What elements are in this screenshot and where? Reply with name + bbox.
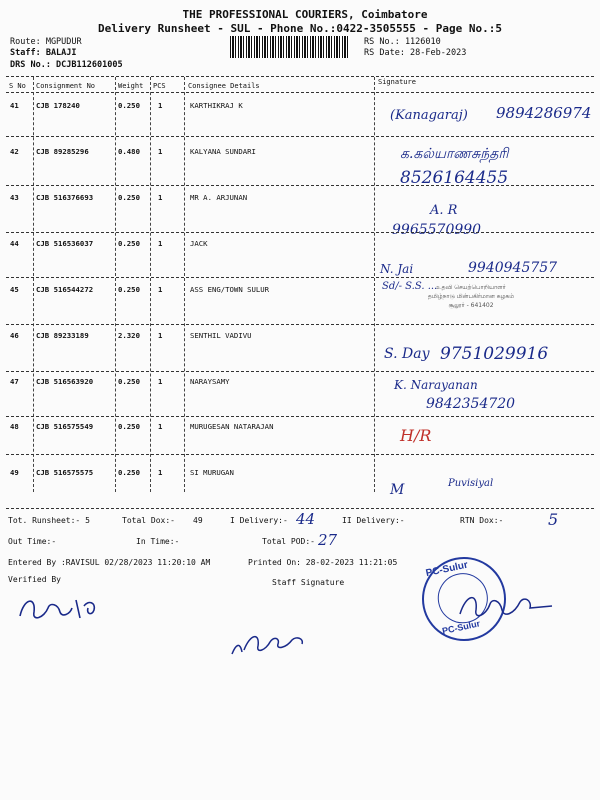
signature-phone: 9894286974 xyxy=(496,104,592,122)
row-weight: 0.250 xyxy=(118,468,140,477)
staff-signature xyxy=(226,614,316,662)
row-weight: 0.250 xyxy=(118,422,140,431)
row-sno: 41 xyxy=(10,101,19,110)
route-label: Route: MGPUDUR xyxy=(10,37,82,47)
row-consignee: KARTHIKRAJ K xyxy=(190,101,243,110)
verified-by-label: Verified By xyxy=(8,575,61,584)
printed-on: Printed On: 28-02-2023 11:21:05 xyxy=(248,558,398,567)
row-divider xyxy=(6,277,594,278)
col-header-consignment: Consignment No xyxy=(36,82,96,90)
signature-name: (Kanagaraj) xyxy=(390,108,468,123)
row-divider xyxy=(6,136,594,137)
row-sno: 45 xyxy=(10,285,19,294)
company-title: THE PROFESSIONAL COURIERS, Coimbatore xyxy=(182,8,428,21)
row-pcs: 1 xyxy=(158,331,163,340)
row-sno: 42 xyxy=(10,147,19,156)
row-sno: 47 xyxy=(10,377,19,386)
i-delivery-value: 44 xyxy=(296,510,316,528)
col-divider xyxy=(150,77,151,492)
stamp-text-bottom: PC-Sulur xyxy=(441,618,481,637)
row-consignee: NARAYSAMY xyxy=(190,377,230,386)
row-pcs: 1 xyxy=(158,147,163,156)
table-header-rule xyxy=(6,92,594,93)
signature-remark: Puvisiyal xyxy=(448,478,494,489)
row-sno: 43 xyxy=(10,193,19,202)
row-consignee: SI MURUGAN xyxy=(190,468,234,477)
signature-phone: 9842354720 xyxy=(426,396,516,412)
col-divider xyxy=(184,77,185,492)
tot-runsheet: Tot. Runsheet:- 5 xyxy=(8,516,90,525)
row-divider xyxy=(6,232,594,233)
row-pcs: 1 xyxy=(158,101,163,110)
staff-label: Staff: BALAJI xyxy=(10,48,77,58)
signature-phone: 9751029916 xyxy=(440,344,549,364)
office-stamp xyxy=(406,283,536,341)
stamp-line: உதவி செயற்பொறியாளர் xyxy=(436,284,506,291)
rtn-dox-value: 5 xyxy=(548,510,559,529)
col-header-weight: Weight xyxy=(118,82,144,90)
row-weight: 0.250 xyxy=(118,101,140,110)
row-pcs: 1 xyxy=(158,422,163,431)
row-sno: 48 xyxy=(10,422,19,431)
signature-phone: 8526164455 xyxy=(400,168,509,188)
signature-name: M xyxy=(390,482,405,498)
row-consignment: CJB 89285296 xyxy=(36,147,89,156)
col-header-pcs: PCS xyxy=(153,82,166,90)
total-dox-value: 49 xyxy=(193,516,203,525)
row-divider xyxy=(6,324,594,325)
row-consignment: CJB 178240 xyxy=(36,101,80,110)
drs-number: DRS No.: DCJB112601005 xyxy=(10,60,123,70)
col-header-signature: Signature xyxy=(378,78,416,86)
total-dox-label: Total Dox:- xyxy=(122,516,175,525)
row-pcs: 1 xyxy=(158,285,163,294)
in-time-label: In Time:- xyxy=(136,537,180,546)
row-consignment: CJB 516376693 xyxy=(36,193,94,202)
signature-name: க.கல்யாணசுந்தரி xyxy=(400,146,509,162)
staff-signature-label: Staff Signature xyxy=(272,578,345,587)
row-weight: 2.320 xyxy=(118,331,140,340)
out-time-label: Out Time:- xyxy=(8,537,57,546)
row-consignment: CJB 516575549 xyxy=(36,422,94,431)
row-sno: 44 xyxy=(10,239,19,248)
row-divider xyxy=(6,371,594,372)
row-consignment: CJB 89233189 xyxy=(36,331,89,340)
row-pcs: 1 xyxy=(158,468,163,477)
row-consignee: ASS ENG/TOWN SULUR xyxy=(190,285,270,294)
rtn-dox-label: RTN Dox:- xyxy=(460,516,504,525)
row-weight: 0.250 xyxy=(118,377,140,386)
signature-phone: 9940945757 xyxy=(468,260,558,276)
total-pod-value: 27 xyxy=(318,531,338,549)
table-bottom-rule xyxy=(6,508,594,509)
row-consignment: CJB 516575575 xyxy=(36,468,94,477)
stamp-line: சூலூர் - 641402 xyxy=(448,302,494,309)
runsheet-subtitle: Delivery Runsheet - SUL - Phone No.:0422-3505555 - Page No.:5 xyxy=(98,22,502,35)
row-consignment: CJB 516563920 xyxy=(36,377,94,386)
signature-name: K. Narayanan xyxy=(394,378,478,392)
row-divider xyxy=(6,185,594,186)
col-header-consignee: Consignee Details xyxy=(188,82,260,90)
ii-delivery-label: II Delivery:- xyxy=(342,516,405,525)
signature-name: N. Jai xyxy=(380,262,414,276)
signature-phone: 9965570990 xyxy=(392,222,482,238)
row-divider xyxy=(6,454,594,455)
col-divider xyxy=(374,77,375,492)
row-weight: 0.250 xyxy=(118,285,140,294)
row-consignee: JACK xyxy=(190,239,208,248)
row-consignee: KALYANA SUNDARI xyxy=(190,147,256,156)
stamp-line: தமிழ்நாடு மின்பகிர்மான கழகம் xyxy=(427,293,515,300)
row-sno: 49 xyxy=(10,468,19,477)
row-divider xyxy=(6,416,594,417)
signature-remark: H/R xyxy=(400,426,432,445)
signature-name: Sd/- S.S. ... xyxy=(382,281,438,292)
entered-by: Entered By :RAVISUL 02/28/2023 11:20:10 AM xyxy=(8,558,211,567)
signature-name: A. R xyxy=(430,203,458,218)
row-pcs: 1 xyxy=(158,193,163,202)
col-divider xyxy=(115,77,116,492)
rs-date: RS Date: 28-Feb-2023 xyxy=(364,48,467,58)
row-consignee: MURUGESAN NATARAJAN xyxy=(190,422,274,431)
stamp-text-top: PC-Sulur xyxy=(424,559,469,580)
row-consignee: MR A. ARJUNAN xyxy=(190,193,248,202)
row-pcs: 1 xyxy=(158,239,163,248)
rs-number: RS No.: 1126010 xyxy=(364,37,441,47)
row-weight: 0.250 xyxy=(118,239,140,248)
row-pcs: 1 xyxy=(158,377,163,386)
signature-name: S. Day xyxy=(384,346,430,362)
row-consignee: SENTHIL VADIVU xyxy=(190,331,252,340)
row-weight: 0.480 xyxy=(118,147,140,156)
row-consignment: CJB 516536037 xyxy=(36,239,94,248)
barcode xyxy=(230,36,350,58)
table-top-rule xyxy=(6,76,594,77)
col-header-sno: S No xyxy=(9,82,26,90)
verifier-signature xyxy=(14,588,114,628)
row-sno: 46 xyxy=(10,331,19,340)
col-divider xyxy=(33,77,34,492)
row-consignment: CJB 516544272 xyxy=(36,285,94,294)
stamp-signature xyxy=(452,584,562,628)
i-delivery-label: I Delivery:- xyxy=(230,516,288,525)
total-pod-label: Total POD:- xyxy=(262,537,315,546)
row-weight: 0.250 xyxy=(118,193,140,202)
